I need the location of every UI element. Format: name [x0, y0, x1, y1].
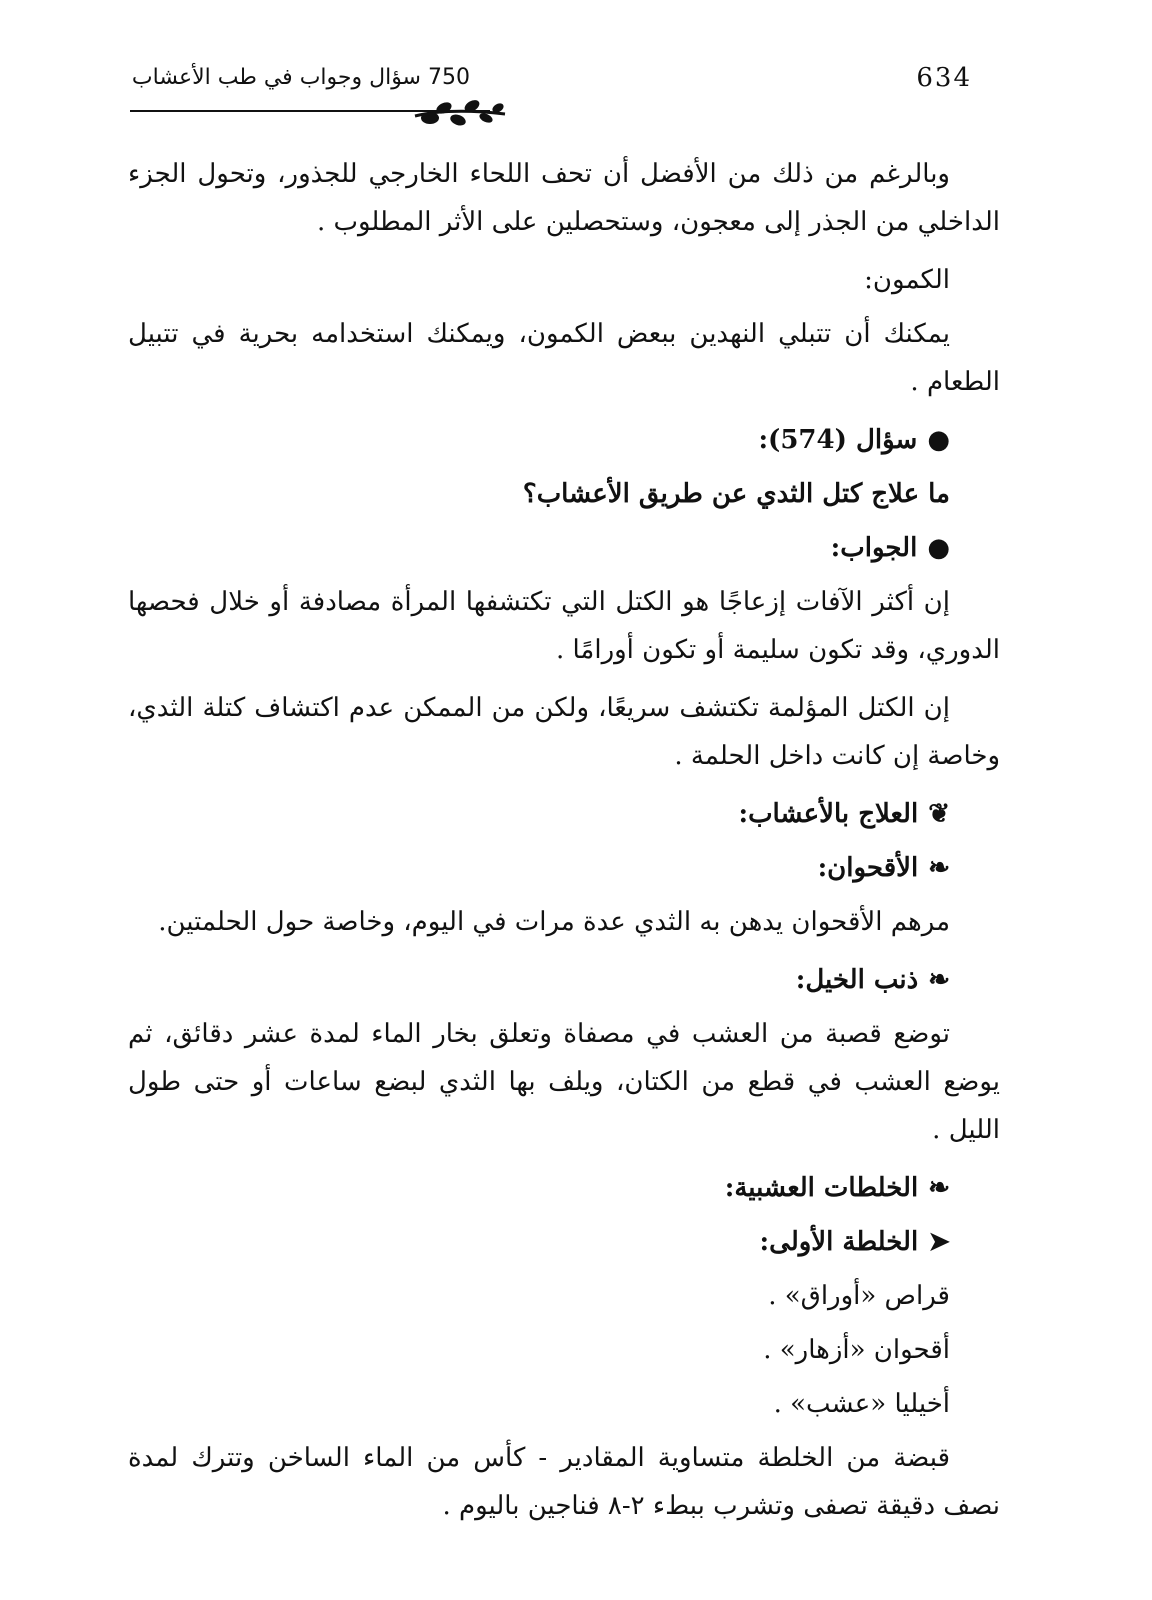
fleuron-icon: ❧ [928, 1173, 950, 1203]
herbal-treatment-heading [128, 790, 1000, 838]
running-header-title: 750 سؤال وجواب في طب الأعشاب [131, 65, 470, 90]
apple-icon: ● [927, 425, 950, 455]
paragraph-breast-lumps: إن أكثر الآفات إزعاجًا هو الكتل التي تكتشفها المرأة مصادفة أو خلال فحصها الدوري، وقد تكون سليمة أو تكون أورامًا . [128, 587, 1000, 665]
ingredient-item: أقحوان «أزهار» . [763, 1335, 950, 1365]
first-mixture-heading [128, 1218, 1000, 1266]
paragraph-chamomile: مرهم الأقحوان يدهن به الثدي عدة مرات في اليوم، وخاصة حول الحلمتين. [158, 907, 950, 937]
cumin-heading: الكمون: [864, 265, 950, 295]
arrowhead-icon: ➤ [928, 1227, 950, 1257]
fleuron-icon: ❧ [928, 853, 950, 883]
first-mixture-label: الخلطة الأولى: [759, 1227, 919, 1257]
fleuron-icon: ❧ [928, 965, 950, 995]
paragraph-painful-lumps: إن الكتل المؤلمة تكتشف سريعًا، ولكن من الممكن عدم اكتشاف كتلة الثدي، وخاصة إن كانت داخل الحلمة . [128, 693, 1000, 771]
answer-heading [128, 524, 1000, 572]
question-text: ما علاج كتل الثدي عن طريق الأعشاب؟ [522, 479, 950, 509]
leaf-icon: ❦ [928, 799, 950, 829]
mixtures-heading [128, 1164, 1000, 1212]
question-label: سؤال (574): [758, 425, 918, 455]
paragraph-cumin: يمكنك أن تتبلي النهدين ببعض الكمون، ويمكنك استخدامه بحرية في تتبيل الطعام . [128, 319, 1000, 397]
ingredient-item: قراص «أوراق» . [768, 1281, 950, 1311]
horsetail-label: ذنب الخيل: [795, 965, 919, 995]
paragraph-root-paste: وبالرغم من ذلك من الأفضل أن تحف اللحاء الخارجي للجذور، وتحول الجزء الداخلي من الجذر إلى معجون، وستحصلين على الأثر المطلوب . [128, 159, 1000, 237]
ingredient-item: أخيليا «عشب» . [773, 1389, 950, 1419]
question-heading [128, 416, 1000, 464]
answer-label: الجواب: [830, 533, 918, 563]
paragraph-preparation: قبضة من الخلطة متساوية المقادير - كأس من الماء الساخن وتترك لمدة نصف دقيقة تصفى وتشرب ببطء ٢-٨ فناجين باليوم . [128, 1443, 1000, 1521]
herbal-treatment-label: العلاج بالأعشاب: [738, 799, 919, 829]
olive-branch-icon [410, 96, 510, 132]
apple-icon: ● [927, 533, 950, 563]
paragraph-horsetail: توضع قصبة من العشب في مصفاة وتعلق بخار الماء لمدة عشر دقائق، ثم يوضع العشب في قطع من الكتان، ويلف بها الثدي لبضع ساعات أو حتى طول الليل . [128, 1019, 1000, 1145]
page-number: 634 [916, 63, 972, 93]
mixtures-label: الخلطات العشبية: [724, 1173, 919, 1203]
chamomile-heading [128, 844, 1000, 892]
horsetail-heading [128, 956, 1000, 1004]
page-body [128, 150, 1000, 1540]
chamomile-label: الأقحوان: [817, 853, 919, 883]
